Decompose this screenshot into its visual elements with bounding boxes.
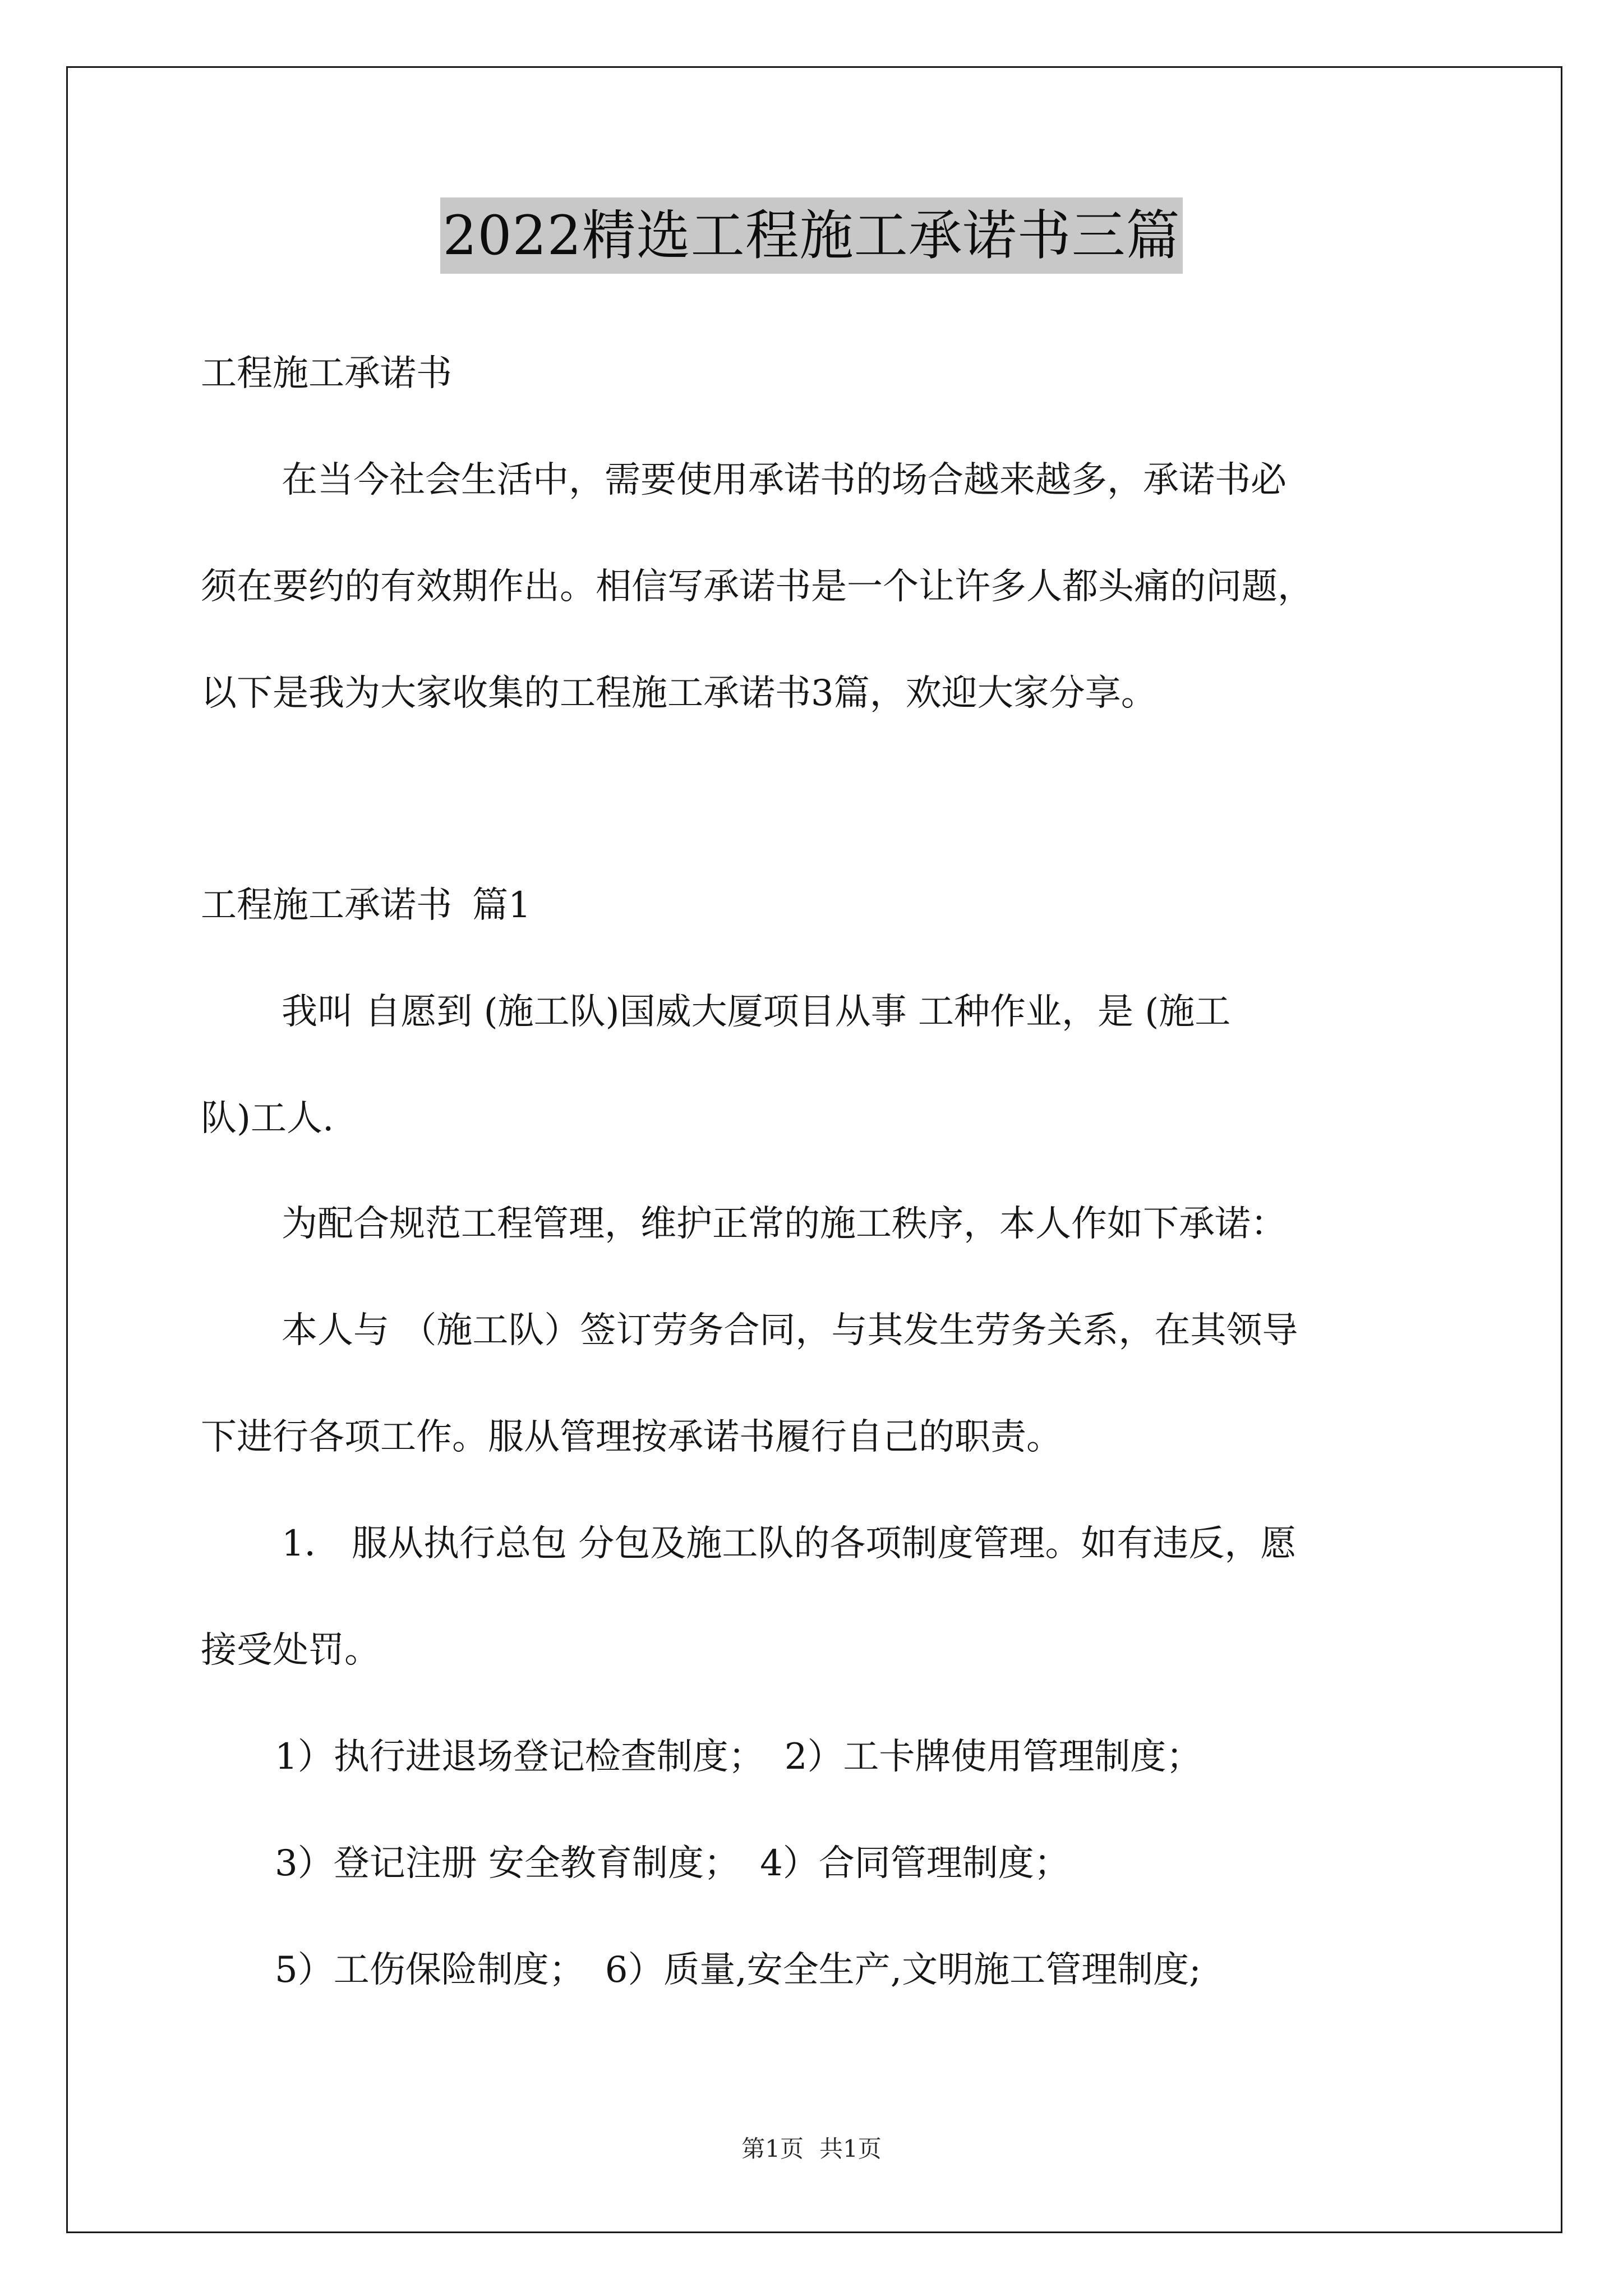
- list-item: 6）质量,安全生产,文明施工管理制度;: [605, 1949, 1201, 1991]
- list-item: 3）登记注册 安全教育制度；: [275, 1843, 740, 1884]
- item1-line-1: 1． 服从执行总包 分包及施工队的各项制度管理。如有违反，愿: [282, 1523, 1297, 1565]
- para3-line-2: 下进行各项工作。服从管理按承诺书履行自己的职责。: [201, 1416, 1062, 1458]
- intro-line-3: 以下是我为大家收集的工程施工承诺书3篇，欢迎大家分享。: [201, 673, 1157, 714]
- para2: 为配合规范工程管理，维护正常的施工秩序，本人作如下承诺：: [282, 1203, 1287, 1245]
- intro-line-2: 须在要约的有效期作出。相信写承诺书是一个让许多人都头痛的问题，: [201, 566, 1313, 608]
- title-container: [0, 197, 1623, 274]
- list-row: [275, 1734, 1202, 1779]
- section1-heading: [201, 883, 531, 928]
- para1-line-1: 我叫 自愿到 (施工队)国威大厦项目从事 工种作业，是 (施工: [282, 991, 1231, 1033]
- section1-heading-main: 工程施工承诺书: [201, 885, 452, 926]
- heading-intro: 工程施工承诺书: [201, 353, 452, 394]
- list-row: [275, 1948, 1201, 1993]
- para3-line-1: 本人与 （施工队）签订劳务合同，与其发生劳务关系，在其领导: [282, 1310, 1298, 1351]
- list-row: [275, 1841, 1070, 1886]
- list-item: 2）工卡牌使用管理制度；: [784, 1736, 1202, 1778]
- para1-line-2: 队)工人.: [201, 1098, 334, 1139]
- item1-line-2: 接受处罚。: [201, 1630, 380, 1671]
- page-footer: [0, 2131, 1623, 2164]
- document-title: 2022精选工程施工承诺书三篇: [440, 197, 1182, 274]
- section1-heading-sub: 篇1: [472, 885, 531, 926]
- list-item: 4）合同管理制度；: [760, 1843, 1070, 1884]
- list-item: 1）执行进退场登记检查制度；: [275, 1736, 764, 1778]
- intro-line-1: 在当今社会生活中，需要使用承诺书的场合越来越多，承诺书必: [282, 459, 1287, 501]
- list-item: 5）工伤保险制度；: [275, 1949, 585, 1991]
- page-number: 第1页: [741, 2135, 804, 2162]
- page-total: 共1页: [819, 2135, 882, 2162]
